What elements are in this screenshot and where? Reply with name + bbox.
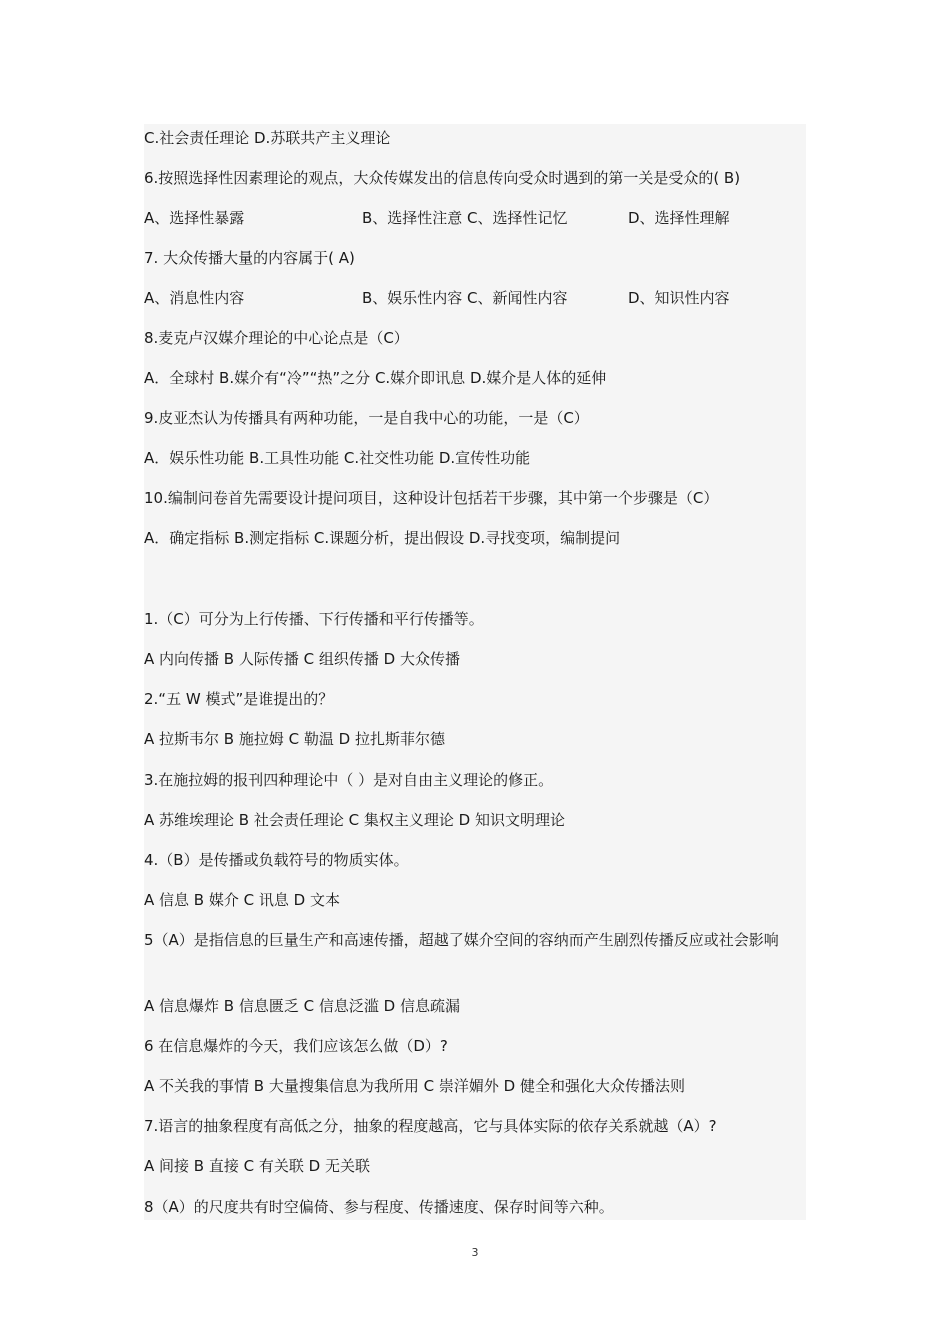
question-line: 10.编制问卷首先需要设计提问项目，这种设计包括若干步骤，其中第一个步骤是（C）: [144, 489, 719, 507]
options-line: A．娱乐性功能 B.工具性功能 C.社交性功能 D.宣传性功能: [144, 449, 531, 467]
question-line: 7. 大众传播大量的内容属于( A): [144, 249, 355, 267]
option-b-c: B、娱乐性内容 C、新闻性内容: [362, 289, 568, 307]
options-line: A 信息 B 媒介 C 讯息 D 文本: [144, 891, 340, 909]
options-line: A．确定指标 B.测定指标 C.课题分析，提出假设 D.寻找变项，编制提问: [144, 529, 621, 547]
question-line: 5（A）是指信息的巨量生产和高速传播，超越了媒介空间的容纳而产生剧烈传播反应或社会影响: [144, 931, 779, 949]
option-a: A、消息性内容: [144, 289, 245, 307]
question-line: 4.（B）是传播或负载符号的物质实体。: [144, 851, 409, 869]
options-line: [144, 208, 806, 228]
question-line: 8.麦克卢汉媒介理论的中心论点是（C）: [144, 329, 409, 347]
question-line: 1.（C）可分为上行传播、下行传播和平行传播等。: [144, 610, 484, 628]
options-line: A 间接 B 直接 C 有关联 D 无关联: [144, 1157, 370, 1175]
question-line: 8（A）的尺度共有时空偏倚、参与程度、传播速度、保存时间等六种。: [144, 1198, 614, 1216]
page-number: 3: [471, 1246, 479, 1259]
option-d: D、选择性理解: [628, 209, 730, 227]
question-line: 6 在信息爆炸的今天，我们应该怎么做（D）?: [144, 1037, 448, 1055]
options-line: A 拉斯韦尔 B 施拉姆 C 勒温 D 拉扎斯菲尔德: [144, 730, 445, 748]
options-line: [144, 288, 806, 308]
option-a: A、选择性暴露: [144, 209, 245, 227]
document-body: [144, 124, 806, 1220]
options-line: A 苏维埃理论 B 社会责任理论 C 集权主义理论 D 知识文明理论: [144, 811, 565, 829]
option-d: D、知识性内容: [628, 289, 730, 307]
option-b-c: B、选择性注意 C、选择性记忆: [362, 209, 568, 227]
question-line: 6.按照选择性因素理论的观点，大众传媒发出的信息传向受众时遇到的第一关是受众的( B): [144, 169, 741, 187]
options-line: A．全球村 B.媒介有“冷”“热”之分 C.媒介即讯息 D.媒介是人体的延伸: [144, 369, 607, 387]
text-line: C.社会责任理论 D.苏联共产主义理论: [144, 129, 391, 147]
question-line: 2.“五 W 模式”是谁提出的？: [144, 690, 334, 708]
options-line: A 信息爆炸 B 信息匮乏 C 信息泛滥 D 信息疏漏: [144, 997, 460, 1015]
question-line: 7.语言的抽象程度有高低之分，抽象的程度越高，它与具体实际的依存关系就越（A）?: [144, 1117, 717, 1135]
options-line: A 不关我的事情 B 大量搜集信息为我所用 C 崇洋媚外 D 健全和强化大众传播法则: [144, 1077, 685, 1095]
question-line: 3.在施拉姆的报刊四种理论中（ ）是对自由主义理论的修正。: [144, 771, 554, 789]
options-line: A 内向传播 B 人际传播 C 组织传播 D 大众传播: [144, 650, 460, 668]
question-line: 9.皮亚杰认为传播具有两种功能，一是自我中心的功能，一是（C）: [144, 409, 589, 427]
